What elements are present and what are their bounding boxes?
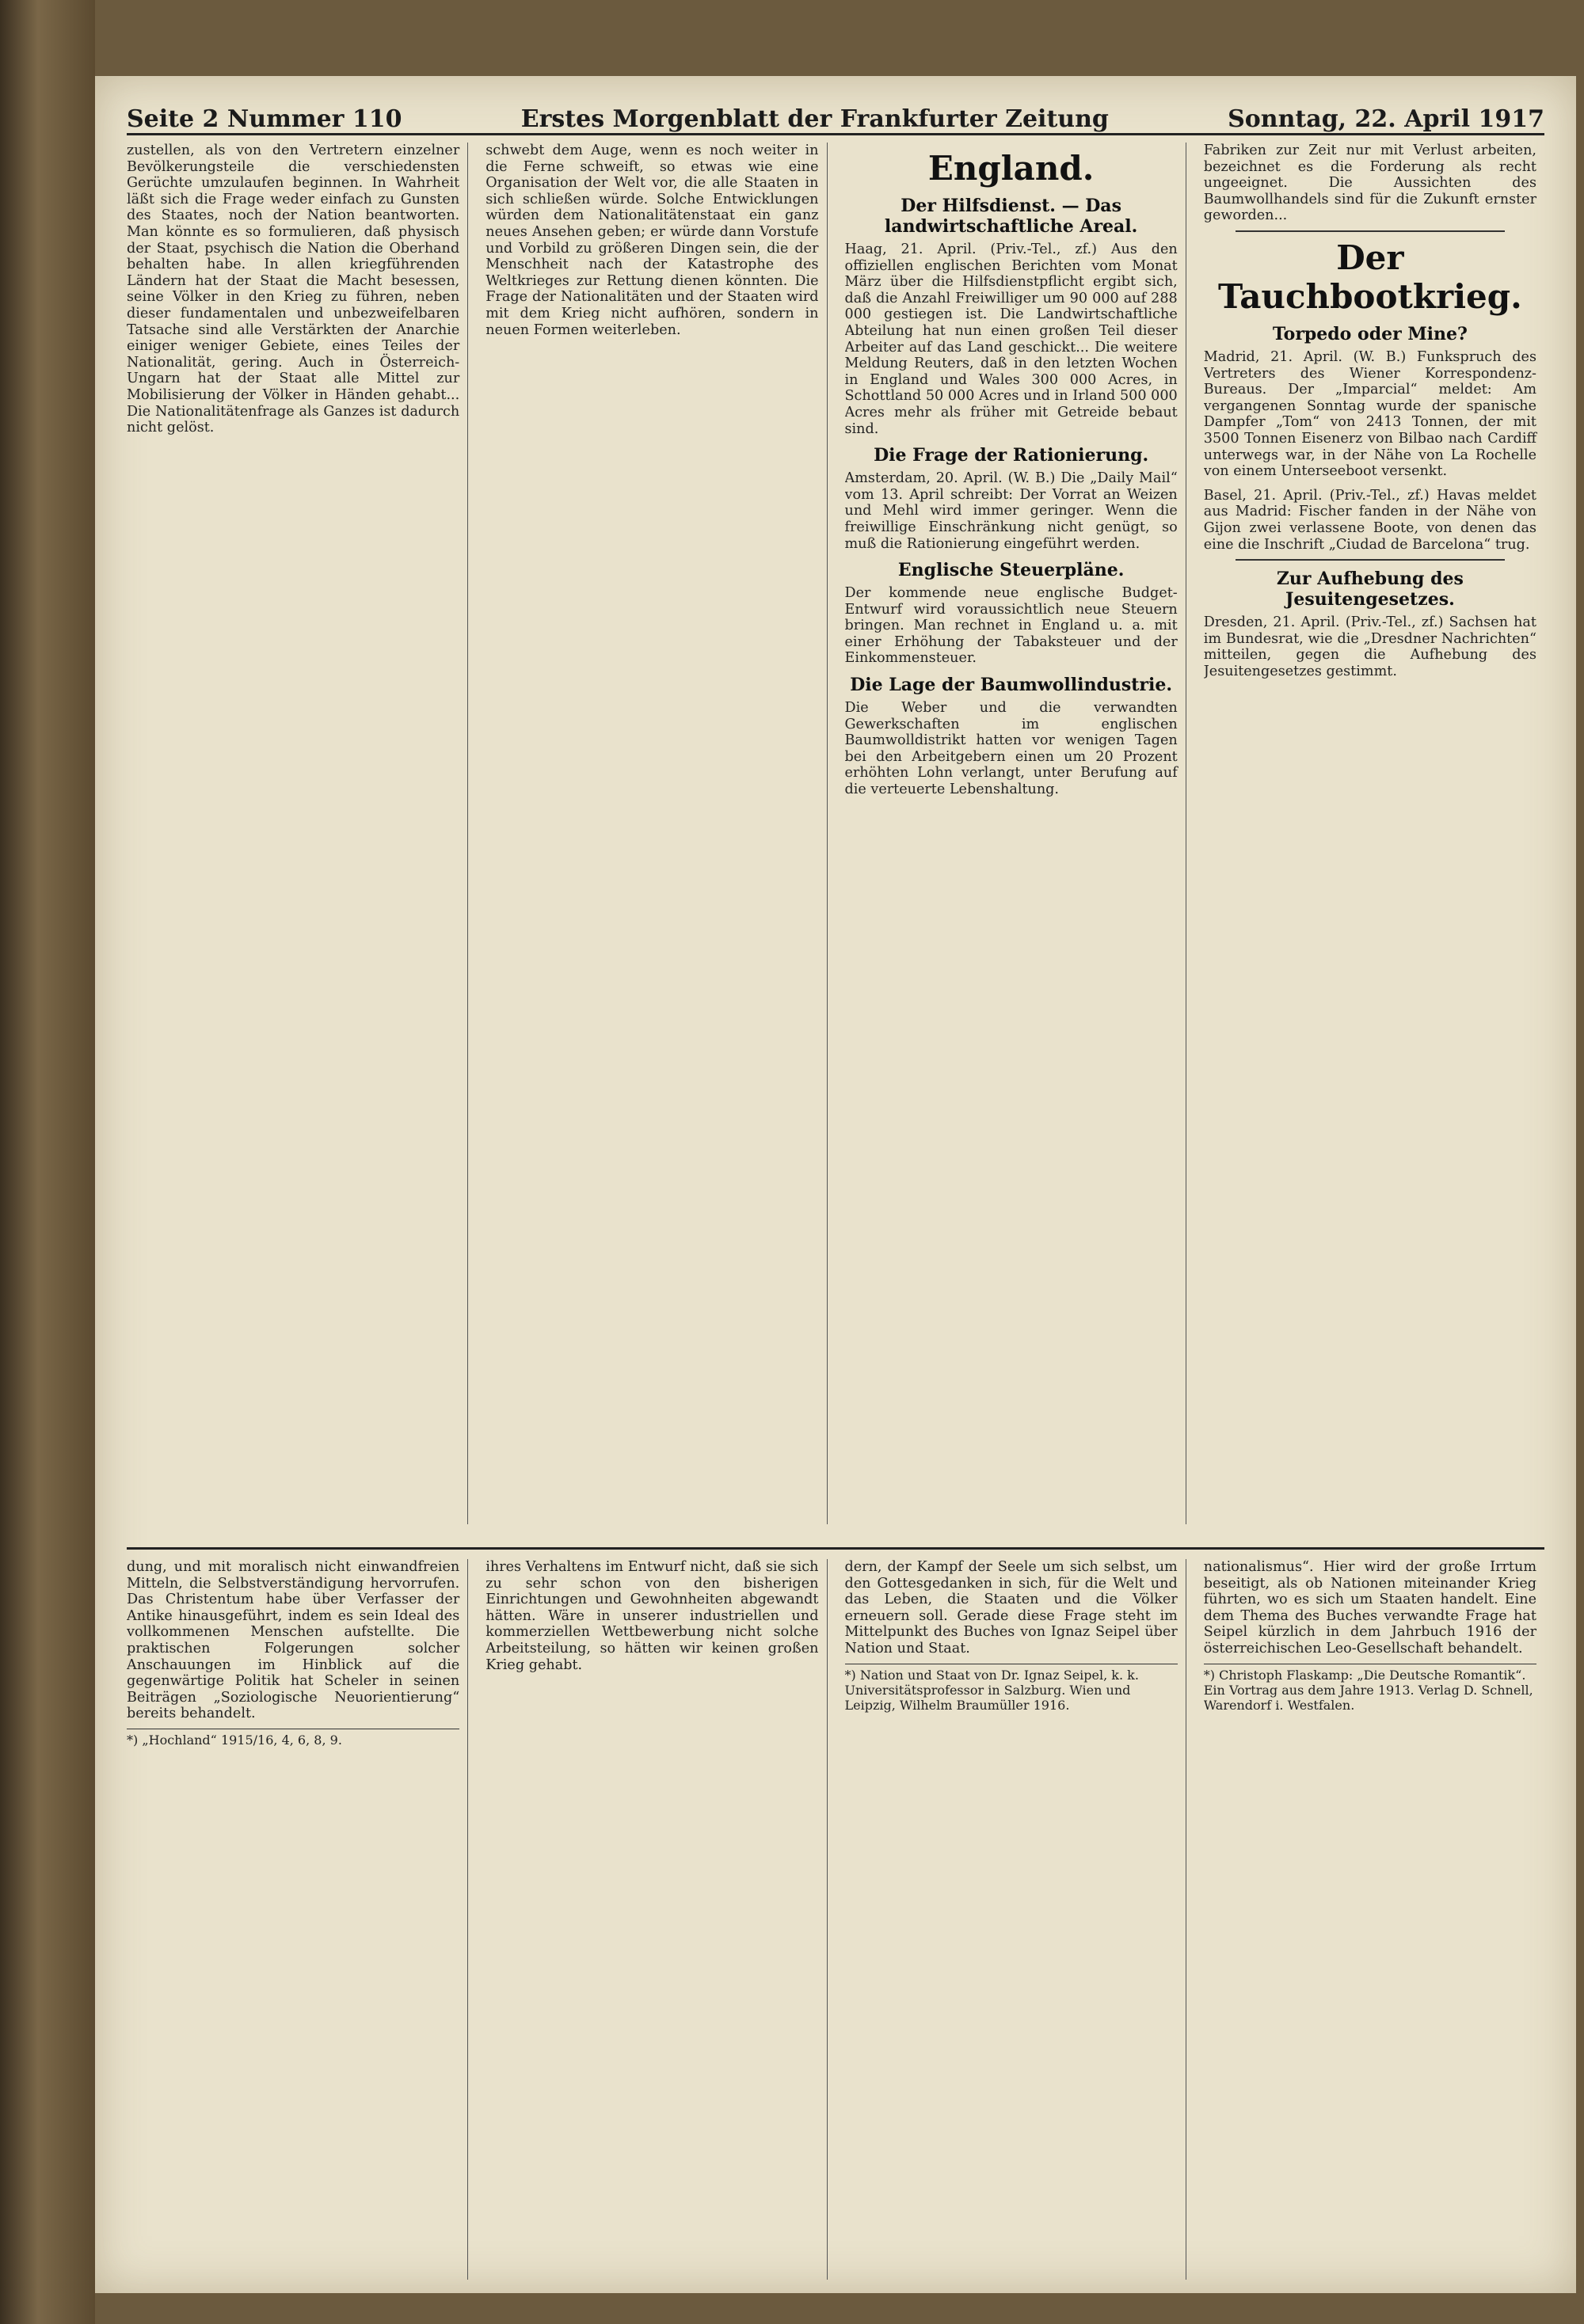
torpedo-subheadline: Torpedo oder Mine?: [1272, 323, 1468, 344]
upper-columns: [127, 143, 1544, 1524]
hilfsdienst-text: Haag, 21. April. (Priv.-Tel., zf.) Aus den offiziellen englischen Berichten vom Monat März über die Hilfsdienstpflicht ergibt sich, daß die Anzahl Freiwilliger um 90 000 auf 288 000 gestiegen ist. Die Landwirtschaftliche Abteilung hat nun einen großen Teil dieser Arbeiter auf das Land geschickt... Die weitere Meldung Reuters, daß in den letzten Wochen in England und Wales 300 000 Acres, in Schottland 50 000 Acres und in Irland 500 000 Acres mehr als früher mit Getreide bebaut sind.: [844, 242, 1182, 437]
column-1: [127, 143, 468, 1524]
header-masthead: Erstes Morgenblatt der Frankfurter Zeitung: [520, 105, 1109, 133]
footnote-1: *) „Hochland“ 1915/16, 4, 6, 8, 9.: [127, 1729, 459, 1748]
section-divider: [1236, 559, 1505, 561]
page-header: [127, 86, 1544, 135]
steuerplaene-subheadline: Englische Steuerpläne.: [897, 560, 1125, 581]
footnote-3: *) Nation und Staat von Dr. Ignaz Seipel, k. k. Universitätsprofessor in Salzburg. Wien und Leipzig, Wilhelm Braumüller 1916.: [845, 1664, 1178, 1713]
basel-report-text: Basel, 21. April. (Priv.-Tel., zf.) Havas meldet aus Madrid: Fischer fanden in der Nähe von Gijon zwei verlassene Boote, von denen das eine die Inschrift „Ciudad de Barcelona“ trug.: [1203, 487, 1541, 553]
rationierung-text: Amsterdam, 20. April. (W. B.) Die „Daily Mail“ vom 13. April schreibt: Der Vorrat an Weizen und Mehl wird immer geringer. Wenn die freiwillige Einschränkung nicht genügt, so muß die Rationierung eingeführt werden.: [844, 470, 1182, 552]
feuilleton-column-2: [485, 1559, 827, 2280]
tauchboot-report-text: Madrid, 21. April. (W. B.) Funkspruch des Vertreters des Wiener Korrespondenz-Bureaus. Der „Imparcial“ meldet: Am vergangenen Sonntag wurde der spanische Dampfer „Tom“ von 2413 Tonnen, der mit 3500 Tonnen Eisenerz von Bilbao nach Cardiff unterwegs war, in der Nähe von La Rochelle von einem Unterseeboot versenkt.: [1203, 348, 1541, 480]
header-page-number: Seite 2 Nummer 110: [127, 105, 402, 133]
baumwolle-subheadline: Die Lage der Baumwollindustrie.: [850, 675, 1173, 696]
newspaper-page: [95, 76, 1576, 2293]
steuerplaene-text: Der kommende neue englische Budget-Entwurf wird voraussichtlich neue Steuern bringen. Man rechnet in England u. a. mit einer Erhöhung der Tabaksteuer und der Einkommensteuer.: [844, 585, 1182, 667]
tauchbootkrieg-headline: Der Tauchbootkrieg.: [1217, 238, 1522, 316]
england-headline: England.: [927, 149, 1095, 188]
column-2: [485, 143, 827, 1524]
column-4: [1204, 143, 1544, 1524]
feuilleton-column-1: [127, 1559, 468, 2280]
book-binding: [0, 0, 95, 2324]
footnote-4: *) Christoph Flaskamp: „Die Deutsche Romantik“. Ein Vortrag aus dem Jahre 1913. Verlag D. Schnell, Warendorf i. Westfalen.: [1204, 1664, 1536, 1713]
column-3: [845, 143, 1186, 1524]
feuilleton-text-1: dung, und mit moralisch nicht einwandfreien Mitteln, die Selbstverständigung hervorrufen. Das Christentum habe über Verfasser der Antike hinausgeführt, indem es sein Ideal des vollkommenen Menschen aufstellte. Die praktischen Folgerungen solcher Anschauungen im Hinblick auf die gegenwärtige Politik hat Scheler in seinen Beiträgen „Soziologische Neuorientierung“ bereits behandelt.: [127, 1559, 464, 1722]
hilfsdienst-subheadline: Der Hilfsdienst. — Das landwirtschaftliche Areal.: [884, 196, 1138, 237]
feuilleton-column-3: [845, 1559, 1186, 2280]
baumwolle-continued-text: Fabriken zur Zeit nur mit Verlust arbeiten, bezeichnet es die Forderung als recht ungeeignet. Die Aussichten des Baumwollhandels sind für die Zukunft ernster geworden...: [1203, 143, 1541, 224]
jesuitengesetz-subheadline: Zur Aufhebung des Jesuitengesetzes.: [1276, 569, 1464, 610]
jesuitengesetz-text: Dresden, 21. April. (Priv.-Tel., zf.) Sachsen hat im Bundesrat, wie die „Dresdner Nachrichten“ mitteilen, gegen die Aufhebung des Jesuitengesetzes gestimmt.: [1203, 614, 1541, 679]
rationierung-subheadline: Die Frage der Rationierung.: [874, 445, 1149, 466]
section-divider: [1236, 230, 1505, 232]
feuilleton-text-2: ihres Verhaltens im Entwurf nicht, daß sie sich zu sehr schon von den bisherigen Einrichtungen und Gewohnheiten abgewandt hätten. Wäre in unserer industriellen und kommerziellen Wettbewerbung nicht solche Arbeitsteilung, so hätten wir keinen großen Krieg gehabt.: [485, 1559, 824, 1673]
header-date: Sonntag, 22. April 1917: [1228, 105, 1544, 133]
feuilleton-column-4: [1204, 1559, 1544, 2280]
column-2-text: schwebt dem Auge, wenn es noch weiter in die Ferne schweift, so etwas wie eine Organisation der Welt vor, die alle Staaten in sich schließen würde. Solche Entwicklungen würden dem Nationalitätenstaat ein ganz neues Ansehen geben; er würde dann Vorstufe und Vorbild zu größeren Dingen sein, die der Menschheit nach der Katastrophe des Weltkrieges zur Rettung dienen könnten. Die Frage der Nationalitäten und der Staaten wird mit dem Krieg nicht aufhören, sondern in neuen Formen weiterleben.: [485, 143, 824, 338]
feuilleton-text-3: dern, der Kampf der Seele um sich selbst, um den Gottesgedanken in sich, für die Welt und das Leben, die Staaten und die Völker erneuern soll. Gerade diese Frage steht im Mittelpunkt des Buches von Ignaz Seipel über Nation und Staat.: [844, 1559, 1182, 1656]
feuilleton-section: [127, 1547, 1544, 2280]
baumwolle-text: Die Weber und die verwandten Gewerkschaften im englischen Baumwolldistrikt hatten vor wenigen Tagen bei den Arbeitgebern einen um 20 Prozent erhöhten Lohn verlangt, unter Berufung auf die verteuerte Lebenshaltung.: [844, 700, 1182, 798]
feuilleton-text-4: nationalismus“. Hier wird der große Irrtum beseitigt, als ob Nationen miteinander Krieg führten, wo es sich um Staaten handelt. Eine dem Thema des Buches verwandte Frage hat Seipel kürzlich in dem Jahrbuch 1916 der österreichischen Leo-Gesellschaft behandelt.: [1203, 1559, 1541, 1656]
column-1-text: zustellen, als von den Vertretern einzelner Bevölkerungsteile die verschiedensten Gerüchte umzulaufen beginnen. In Wahrheit läßt sich die Frage weder einfach zu Gunsten des Staates, noch der Nation beantworten. Man könnte es so formulieren, daß physisch der Staat, psychisch die Nation die Oberhand behalten habe. In allen kriegführenden Ländern hat der Staat die Macht besessen, seine Völker in den Krieg zu führen, neben dieser fundamentalen und unbezweifelbaren Tatsache sind alle Verstärkten der Anarchie einiger weniger Gebiete, eines Teiles der Nationalität, gering. Auch in Österreich-Ungarn hat der Staat alle Mittel zur Mobilisierung der Völker in Händen gehabt... Die Nationalitätenfrage als Ganzes ist dadurch nicht gelöst.: [127, 143, 464, 436]
